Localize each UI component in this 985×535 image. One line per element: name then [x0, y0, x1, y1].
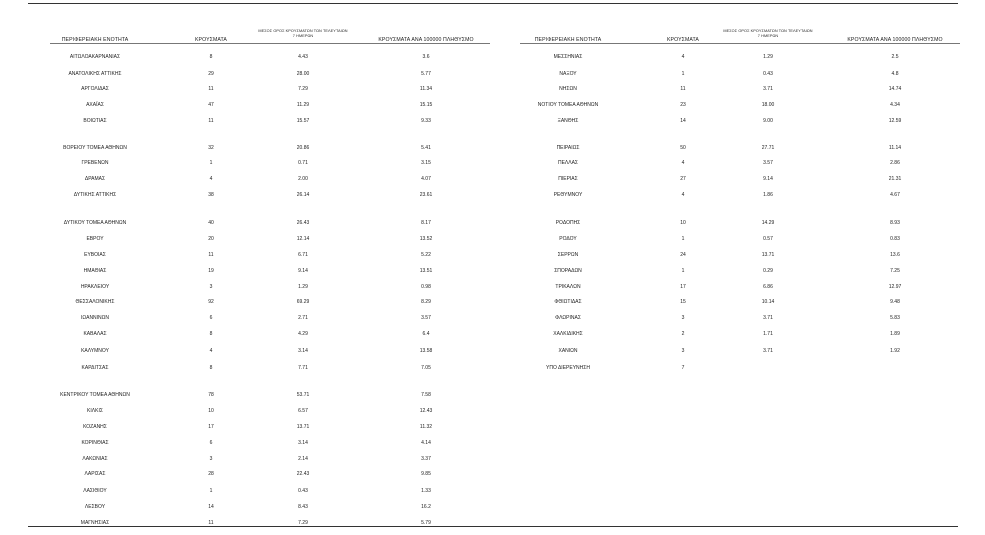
left-cell-region: ΕΒΡΟΥ [86, 236, 104, 242]
left-cell-cases: 14 [208, 504, 214, 510]
header-underline-right [520, 43, 960, 44]
right-cell-per100k: 4.67 [890, 192, 900, 198]
left-cell-avg: 3.14 [298, 348, 308, 354]
left-cell-avg: 69.29 [296, 299, 310, 305]
left-cell-per100k: 16.2 [421, 504, 431, 510]
left-cell-per100k: 15.15 [419, 102, 433, 108]
header-per100k-right: ΚΡΟΥΣΜΑΤΑ ΑΝΑ 100000 ΠΛΗΘΥΣΜΟ [847, 37, 943, 43]
right-cell-avg: 1.29 [763, 54, 773, 60]
left-cell-per100k: 6.4 [422, 331, 430, 337]
right-cell-cases: 3 [681, 348, 685, 354]
left-cell-per100k: 4.07 [421, 176, 431, 182]
right-cell-region: ΜΕΣΣΗΝΙΑΣ [553, 54, 583, 60]
right-cell-avg: 0.29 [763, 268, 773, 274]
left-cell-per100k: 7.58 [421, 392, 431, 398]
right-cell-per100k: 14.74 [888, 86, 902, 92]
right-cell-cases: 50 [680, 145, 686, 151]
left-cell-cases: 6 [209, 315, 213, 321]
left-cell-avg: 6.71 [298, 252, 308, 258]
left-cell-per100k: 3.6 [422, 54, 430, 60]
left-cell-region: ΙΩΑΝΝΙΝΩΝ [80, 315, 110, 321]
left-cell-avg: 2.00 [298, 176, 308, 182]
right-cell-per100k: 5.83 [890, 315, 900, 321]
left-cell-avg: 11.29 [296, 102, 310, 108]
left-cell-per100k: 8.17 [421, 220, 431, 226]
left-cell-avg: 3.14 [298, 440, 308, 446]
left-cell-region: ΘΕΣΣΑΛΟΝΙΚΗΣ [75, 299, 115, 305]
right-cell-cases: 3 [681, 315, 685, 321]
left-cell-per100k: 0.98 [421, 284, 431, 290]
left-cell-per100k: 7.05 [421, 365, 431, 371]
right-cell-per100k: 13.6 [890, 252, 900, 258]
left-cell-cases: 6 [209, 440, 213, 446]
right-cell-region: ΤΡΙΚΑΛΩΝ [555, 284, 581, 290]
left-cell-cases: 47 [208, 102, 214, 108]
left-cell-region: ΜΑΓΝΗΣΙΑΣ [80, 520, 110, 526]
right-cell-per100k: 9.48 [890, 299, 900, 305]
right-cell-avg: 9.00 [763, 118, 773, 124]
left-cell-avg: 12.14 [296, 236, 310, 242]
right-cell-region: ΡΟΔΟΠΗΣ [555, 220, 581, 226]
right-cell-avg: 18.00 [761, 102, 775, 108]
right-cell-per100k: 12.59 [888, 118, 902, 124]
left-cell-avg: 4.29 [298, 331, 308, 337]
left-cell-per100k: 1.33 [421, 488, 431, 494]
right-cell-cases: 10 [680, 220, 686, 226]
left-cell-per100k: 11.34 [419, 86, 433, 92]
right-cell-avg: 1.71 [763, 331, 773, 337]
left-cell-cases: 11 [208, 252, 214, 258]
bottom-rule [28, 526, 958, 527]
left-cell-cases: 8 [209, 54, 213, 60]
right-cell-cases: 1 [681, 71, 685, 77]
right-cell-per100k: 21.31 [888, 176, 902, 182]
left-cell-cases: 29 [208, 71, 214, 77]
right-cell-cases: 23 [680, 102, 686, 108]
left-cell-region: ΛΑΣΙΘΙΟΥ [83, 488, 107, 494]
left-cell-region: ΚΑΒΑΛΑΣ [83, 331, 107, 337]
left-cell-per100k: 23.61 [419, 192, 433, 198]
right-cell-avg: 10.14 [761, 299, 775, 305]
right-cell-per100k: 2.86 [890, 160, 900, 166]
left-cell-per100k: 9.85 [421, 471, 431, 477]
right-cell-avg: 9.14 [763, 176, 773, 182]
left-cell-per100k: 13.51 [419, 268, 433, 274]
left-cell-avg: 22.43 [296, 471, 310, 477]
left-cell-per100k: 5.79 [421, 520, 431, 526]
right-cell-region: ΡΕΘΥΜΝΟΥ [553, 192, 583, 198]
left-cell-region: ΕΥΒΟΙΑΣ [84, 252, 106, 258]
left-cell-region: ΒΟΡΕΙΟΥ ΤΟΜΕΑ ΑΘΗΝΩΝ [63, 145, 127, 151]
left-cell-avg: 7.71 [298, 365, 308, 371]
right-cell-avg: 0.57 [763, 236, 773, 242]
left-cell-per100k: 8.29 [421, 299, 431, 305]
right-cell-cases: 4 [681, 54, 685, 60]
right-cell-cases: 14 [680, 118, 686, 124]
right-cell-cases: 11 [680, 86, 686, 92]
left-cell-avg: 2.14 [298, 456, 308, 462]
right-cell-region: ΞΑΝΘΗΣ [557, 118, 579, 124]
left-cell-cases: 20 [208, 236, 214, 242]
right-cell-per100k: 8.93 [890, 220, 900, 226]
right-cell-region: ΝΑΞΟΥ [559, 71, 577, 77]
right-cell-cases: 4 [681, 192, 685, 198]
left-cell-per100k: 4.14 [421, 440, 431, 446]
right-cell-per100k: 0.83 [890, 236, 900, 242]
right-cell-per100k: 4.34 [890, 102, 900, 108]
left-cell-cases: 1 [209, 488, 213, 494]
left-cell-per100k: 9.33 [421, 118, 431, 124]
right-cell-avg: 3.71 [763, 86, 773, 92]
right-cell-per100k: 2.5 [891, 54, 899, 60]
left-cell-region: ΚΑΛΥΜΝΟΥ [81, 348, 109, 354]
left-cell-region: ΚΕΝΤΡΙΚΟΥ ΤΟΜΕΑ ΑΘΗΝΩΝ [60, 392, 130, 398]
right-cell-region: ΣΕΡΡΩΝ [557, 252, 579, 258]
left-cell-per100k: 3.57 [421, 315, 431, 321]
right-cell-region: ΝΟΤΙΟΥ ΤΟΜΕΑ ΑΘΗΝΩΝ [537, 102, 599, 108]
left-cell-per100k: 13.52 [419, 236, 433, 242]
right-cell-region: ΦΘΙΩΤΙΔΑΣ [554, 299, 582, 305]
right-cell-cases: 1 [681, 236, 685, 242]
left-cell-cases: 19 [208, 268, 214, 274]
left-cell-avg: 26.43 [296, 220, 310, 226]
header-per100k-left: ΚΡΟΥΣΜΑΤΑ ΑΝΑ 100000 ΠΛΗΘΥΣΜΟ [378, 37, 474, 43]
left-cell-cases: 4 [209, 176, 213, 182]
left-cell-avg: 7.29 [298, 520, 308, 526]
right-cell-per100k: 1.89 [890, 331, 900, 337]
left-cell-cases: 40 [208, 220, 214, 226]
right-cell-avg: 0.43 [763, 71, 773, 77]
right-cell-per100k: 4.8 [891, 71, 899, 77]
right-cell-per100k: 11.14 [888, 145, 902, 151]
left-cell-region: ΚΑΡΔΙΤΣΑΣ [81, 365, 109, 371]
right-cell-region: ΠΙΕΡΙΑΣ [558, 176, 578, 182]
right-cell-cases: 4 [681, 160, 685, 166]
left-cell-cases: 3 [209, 284, 213, 290]
left-cell-per100k: 5.77 [421, 71, 431, 77]
header-avg-right: ΜΕΣΟΣ ΟΡΟΣ ΚΡΟΥΣΜΑΤΩΝ ΤΩΝ ΤΕΛΕΥΤΑΙΩΝ 7 ΗΜΕΡΩΝ [723, 29, 813, 38]
right-cell-avg: 1.86 [763, 192, 773, 198]
left-cell-per100k: 5.22 [421, 252, 431, 258]
left-cell-avg: 8.43 [298, 504, 308, 510]
left-cell-cases: 8 [209, 331, 213, 337]
right-cell-cases: 7 [681, 365, 685, 371]
left-cell-region: ΗΜΑΘΙΑΣ [83, 268, 107, 274]
left-cell-region: ΔΥΤΙΚΟΥ ΤΟΜΕΑ ΑΘΗΝΩΝ [63, 220, 127, 226]
left-cell-avg: 0.71 [298, 160, 308, 166]
right-cell-region: ΥΠΟ ΔΙΕΡΕΥΝΗΣΗ [546, 365, 590, 371]
left-cell-cases: 92 [208, 299, 214, 305]
right-cell-avg: 3.57 [763, 160, 773, 166]
left-cell-cases: 78 [208, 392, 214, 398]
right-cell-cases: 2 [681, 331, 685, 337]
left-cell-region: ΓΡΕΒΕΝΩΝ [81, 160, 109, 166]
right-cell-cases: 15 [680, 299, 686, 305]
left-cell-region: ΛΑΡΙΣΑΣ [84, 471, 106, 477]
left-cell-avg: 6.57 [298, 408, 308, 414]
right-cell-region: ΠΕΙΡΑΙΩΣ [556, 145, 580, 151]
right-cell-region: ΠΕΛΛΑΣ [557, 160, 579, 166]
right-cell-avg: 3.71 [763, 315, 773, 321]
right-cell-cases: 27 [680, 176, 686, 182]
right-cell-region: ΧΑΛΚΙΔΙΚΗΣ [553, 331, 583, 337]
left-cell-per100k: 3.37 [421, 456, 431, 462]
right-cell-per100k: 12.97 [888, 284, 902, 290]
left-cell-per100k: 5.41 [421, 145, 431, 151]
right-cell-avg: 27.71 [761, 145, 775, 151]
left-cell-region: ΚΙΛΚΙΣ [87, 408, 103, 414]
right-cell-per100k: 7.25 [890, 268, 900, 274]
left-cell-avg: 13.71 [296, 424, 310, 430]
header-cases-left: ΚΡΟΥΣΜΑΤΑ [195, 37, 227, 43]
header-underline-left [50, 43, 490, 44]
right-cell-cases: 17 [680, 284, 686, 290]
left-cell-region: ΔΥΤΙΚΗΣ ΑΤΤΙΚΗΣ [73, 192, 117, 198]
right-cell-avg: 14.29 [761, 220, 775, 226]
right-cell-per100k: 1.92 [890, 348, 900, 354]
left-cell-avg: 7.29 [298, 86, 308, 92]
right-cell-region: ΡΟΔΟΥ [559, 236, 577, 242]
right-cell-region: ΝΗΣΩΝ [559, 86, 577, 92]
left-cell-avg: 20.86 [296, 145, 310, 151]
left-cell-per100k: 11.32 [419, 424, 433, 430]
left-cell-region: ΑΝΑΤΟΛΙΚΗΣ ΑΤΤΙΚΗΣ [68, 71, 122, 77]
left-cell-avg: 26.14 [296, 192, 310, 198]
left-cell-avg: 0.43 [298, 488, 308, 494]
left-cell-avg: 15.57 [296, 118, 310, 124]
left-cell-cases: 1 [209, 160, 213, 166]
left-cell-avg: 28.00 [296, 71, 310, 77]
left-cell-avg: 2.71 [298, 315, 308, 321]
left-cell-cases: 11 [208, 520, 214, 526]
right-cell-avg: 6.86 [763, 284, 773, 290]
left-cell-region: ΑΧΑΪΑΣ [86, 102, 104, 108]
left-cell-per100k: 12.43 [419, 408, 433, 414]
header-region-left: ΠΕΡΙΦΕΡΕΙΑΚΗ ΕΝΟΤΗΤΑ [61, 37, 129, 43]
left-cell-avg: 9.14 [298, 268, 308, 274]
right-cell-region: ΧΑΝΙΩΝ [558, 348, 578, 354]
left-cell-cases: 10 [208, 408, 214, 414]
left-cell-region: ΛΕΣΒΟΥ [84, 504, 106, 510]
left-cell-region: ΑΡΓΟΛΙΔΑΣ [81, 86, 109, 92]
left-cell-cases: 38 [208, 192, 214, 198]
header-cases-right: ΚΡΟΥΣΜΑΤΑ [667, 37, 699, 43]
left-cell-per100k: 3.15 [421, 160, 431, 166]
left-cell-cases: 8 [209, 365, 213, 371]
right-cell-avg: 3.71 [763, 348, 773, 354]
right-cell-region: ΣΠΟΡΑΔΩΝ [554, 268, 582, 274]
left-cell-avg: 1.29 [298, 284, 308, 290]
right-cell-region: ΦΛΩΡΙΝΑΣ [555, 315, 581, 321]
left-cell-region: ΛΑΚΩΝΙΑΣ [82, 456, 108, 462]
right-cell-cases: 24 [680, 252, 686, 258]
left-cell-region: ΗΡΑΚΛΕΙΟΥ [80, 284, 110, 290]
left-cell-avg: 4.43 [298, 54, 308, 60]
left-cell-cases: 11 [208, 118, 214, 124]
header-avg-left: ΜΕΣΟΣ ΟΡΟΣ ΚΡΟΥΣΜΑΤΩΝ ΤΩΝ ΤΕΛΕΥΤΑΙΩΝ 7 ΗΜΕΡΩΝ [258, 29, 348, 38]
left-cell-region: ΚΟΖΑΝΗΣ [83, 424, 107, 430]
left-cell-region: ΚΟΡΙΝΘΙΑΣ [81, 440, 109, 446]
left-cell-cases: 3 [209, 456, 213, 462]
left-cell-cases: 11 [208, 86, 214, 92]
left-cell-region: ΔΡΑΜΑΣ [84, 176, 106, 182]
header-region-right: ΠΕΡΙΦΕΡΕΙΑΚΗ ΕΝΟΤΗΤΑ [534, 37, 602, 43]
left-cell-region: ΒΟΙΩΤΙΑΣ [83, 118, 107, 124]
left-cell-cases: 17 [208, 424, 214, 430]
right-cell-cases: 1 [681, 268, 685, 274]
left-cell-avg: 53.71 [296, 392, 310, 398]
left-cell-cases: 4 [209, 348, 213, 354]
left-cell-region: ΑΙΤΩΛΟΑΚΑΡΝΑΝΙΑΣ [69, 54, 121, 60]
left-cell-cases: 28 [208, 471, 214, 477]
left-cell-per100k: 13.58 [419, 348, 433, 354]
left-cell-cases: 32 [208, 145, 214, 151]
right-cell-avg: 13.71 [761, 252, 775, 258]
top-rule [28, 3, 958, 4]
